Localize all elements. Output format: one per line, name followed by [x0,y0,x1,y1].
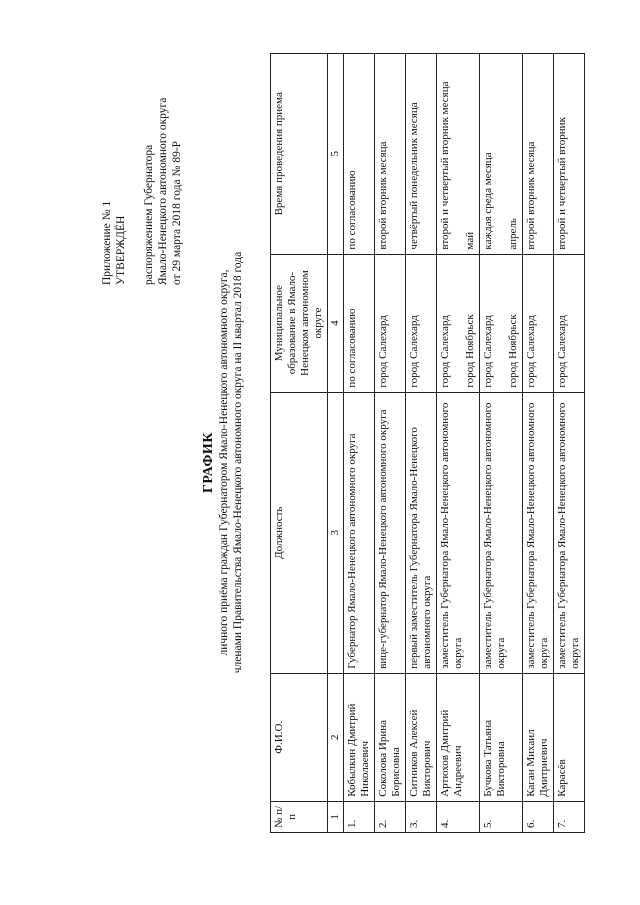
row-position-text: первый заместитель Губернатора Ямало-Ненецкого автономного округа [408,427,433,669]
approval-stamp [100,25,184,285]
row-name-text: Соколова Ирина Борисовна [377,720,402,797]
row-time-text: второй и четвертый вторник [556,117,568,250]
row-number-text: 7. [556,819,568,828]
header-time: Время проведения приема [271,54,328,255]
row-municipality [480,254,523,392]
row-position-text: заместитель Губернатора Ямало-Ненецкого автономного округа [439,402,464,669]
row-municipality-text: город Салехард [525,315,537,388]
row-position-text: Губернатор Ямало-Ненецкого автономного округа [346,433,358,669]
row-name [344,673,375,801]
row-municipality-text: по согласованию [346,308,358,388]
row-number-text: 4. [439,819,451,828]
row-time-secondary-text: май [464,231,476,250]
row-position [344,392,375,673]
document-subtitle-1: личного приёма граждан Губернатором Ямало-Ненецкого автономного округа, [218,269,230,656]
column-number-row [328,54,344,833]
row-number [344,801,375,832]
row-municipality-secondary-text: город Ноябрьск [507,314,519,388]
row-number [437,801,480,832]
row-number [554,801,585,832]
table-header-row [271,54,328,833]
row-municipality-secondary-text: город Ноябрьск [464,314,476,388]
row-time [375,54,406,255]
row-name-text: Кобылкин Дмитрий Николаевич [346,703,371,797]
column-number: 3 [328,392,344,673]
row-number [523,801,554,832]
row-position-text: заместитель Губернатора Ямало-Ненецкого автономного округа [482,402,507,669]
column-number: 4 [328,254,344,392]
row-name [437,673,480,801]
approval-authority: Ямало-Ненецкого автономного округа [157,97,169,285]
row-name-text: Ситников Алексей Викторович [408,709,433,797]
appendix-number: Приложение № 1 [101,200,113,285]
row-time-text: каждая среда месяца [482,152,494,250]
header-position: Должность [271,392,328,673]
header-num: № п/п [271,801,328,832]
table-row [375,54,406,833]
row-time [523,54,554,255]
row-position [375,392,406,673]
row-time-text: второй вторник месяца [377,141,389,250]
row-name [523,673,554,801]
row-name-text: Артюхов Дмитрий Андреевич [439,709,464,797]
row-time [406,54,437,255]
column-number: 1 [328,801,344,832]
row-number [375,801,406,832]
row-time-text: по согласованию [346,170,358,250]
row-municipality-text: город Салехард [439,315,451,388]
row-position-text: вице-губернатор Ямало-Ненецкого автономного округа [377,409,389,669]
row-position [554,392,585,673]
row-number [406,801,437,832]
row-position-text: заместитель Губернатора Ямало-Ненецкого автономного округа [525,402,550,669]
column-number: 5 [328,54,344,255]
row-time-secondary-text: апрель [507,218,519,250]
row-municipality [406,254,437,392]
row-time-text: четвёртый понедельник месяца [408,102,420,250]
row-municipality-text: город Салехард [408,315,420,388]
row-municipality [375,254,406,392]
row-time [344,54,375,255]
row-name-text: Каган Михаил Дмитриевич [525,729,550,797]
row-municipality [554,254,585,392]
row-time [480,54,523,255]
row-name [375,673,406,801]
approval-order: распоряжением Губернатора [143,144,155,285]
row-name [554,673,585,801]
document-subtitle-2: членами Правительства Ямало-Ненецкого автономного округа на II квартал 2018 года [232,251,244,674]
header-name: Ф.И.О. [271,673,328,801]
row-municipality-text: город Салехард [482,315,494,388]
row-municipality [437,254,480,392]
reception-schedule-table [270,53,585,833]
row-number-text: 5. [482,819,494,828]
row-municipality-text: город Салехард [377,315,389,388]
row-name-text: Бучкова Татьяна Викторовна [482,720,507,797]
row-number-text: 2. [377,819,389,828]
document-title-block [200,60,245,865]
row-name-text: Карасёв [556,759,568,797]
header-municipality: Муниципальное образование в Ямало-Ненецком автономном округе [271,254,328,392]
row-time [437,54,480,255]
row-position [437,392,480,673]
table-row [523,54,554,833]
row-municipality [344,254,375,392]
row-position [406,392,437,673]
row-number-text: 6. [525,819,537,828]
row-position [523,392,554,673]
row-position [480,392,523,673]
table-row [437,54,480,833]
row-municipality-text: город Салехард [556,315,568,388]
table-row [554,54,585,833]
row-time [554,54,585,255]
approved-label: УТВЕРЖДЁН [115,215,127,285]
row-number [480,801,523,832]
row-number-text: 1. [346,819,358,828]
table-row [406,54,437,833]
row-name [480,673,523,801]
table-row [480,54,523,833]
row-time-text: второй вторник месяца [525,141,537,250]
row-name [406,673,437,801]
row-municipality [523,254,554,392]
approval-date: от 29 марта 2018 года № 89-Р [171,140,183,285]
column-number: 2 [328,673,344,801]
document-title: ГРАФИК [201,432,216,493]
row-time-text: второй и четвертый вторник месяца [439,81,451,250]
row-number-text: 3. [408,819,420,828]
row-position-text: заместитель Губернатора Ямало-Ненецкого автономного округа [556,402,581,669]
table-row [344,54,375,833]
